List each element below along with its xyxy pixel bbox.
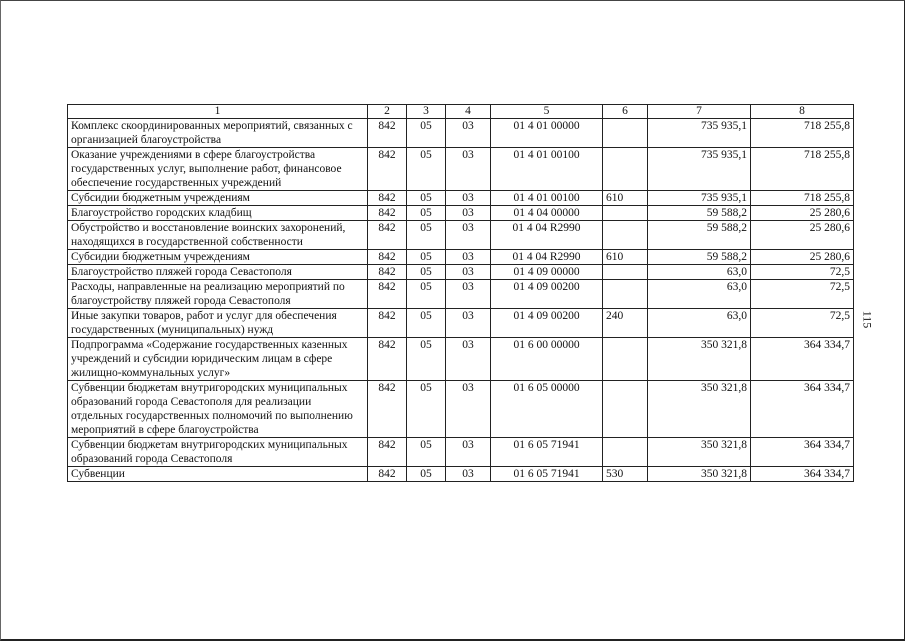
row-amount-year1-cell: 63,0 [648,309,751,338]
row-pr-cell: 03 [446,119,491,148]
row-pr-cell: 03 [446,338,491,381]
row-vr-cell [603,148,648,191]
row-gr-cell: 842 [368,438,407,467]
table-row [68,119,854,148]
header-cell: 6 [603,105,648,119]
row-csr-cell: 01 4 04 R2990 [491,250,603,265]
row-rz-cell: 05 [407,438,446,467]
row-name-cell: Субвенции [68,467,368,482]
row-rz-cell: 05 [407,191,446,206]
header-cell: 5 [491,105,603,119]
row-vr-cell [603,265,648,280]
row-gr-cell: 842 [368,119,407,148]
row-amount-year2-cell: 72,5 [751,265,854,280]
row-gr-cell: 842 [368,338,407,381]
row-csr-cell: 01 6 05 71941 [491,438,603,467]
row-csr-cell: 01 6 05 00000 [491,381,603,438]
row-vr-cell [603,280,648,309]
row-name-cell: Субсидии бюджетным учреждениям [68,250,368,265]
row-csr-cell: 01 4 04 R2990 [491,221,603,250]
row-pr-cell: 03 [446,309,491,338]
row-amount-year1-cell: 63,0 [648,265,751,280]
row-amount-year1-cell: 350 321,8 [648,467,751,482]
header-cell: 7 [648,105,751,119]
row-gr-cell: 842 [368,381,407,438]
row-csr-cell: 01 6 05 71941 [491,467,603,482]
row-rz-cell: 05 [407,309,446,338]
header-cell: 8 [751,105,854,119]
row-amount-year2-cell: 364 334,7 [751,438,854,467]
table-header-row [68,105,854,119]
row-pr-cell: 03 [446,438,491,467]
row-name-cell: Оказание учреждениями в сфере благоустройства государственных услуг, выполнение работ, финансовое обеспечение государственных учреждений [68,148,368,191]
table-row [68,381,854,438]
row-gr-cell: 842 [368,309,407,338]
header-cell: 3 [407,105,446,119]
header-cell: 1 [68,105,368,119]
row-pr-cell: 03 [446,280,491,309]
row-name-cell: Субвенции бюджетам внутригородских муниципальных образований города Севастополя [68,438,368,467]
row-amount-year1-cell: 735 935,1 [648,191,751,206]
header-cell: 4 [446,105,491,119]
row-gr-cell: 842 [368,250,407,265]
row-amount-year2-cell: 25 280,6 [751,221,854,250]
table-row [68,265,854,280]
row-vr-cell [603,221,648,250]
row-amount-year1-cell: 59 588,2 [648,206,751,221]
row-vr-cell [603,438,648,467]
row-amount-year1-cell: 350 321,8 [648,381,751,438]
page-number: 115 [860,310,875,329]
row-pr-cell: 03 [446,265,491,280]
row-amount-year1-cell: 735 935,1 [648,119,751,148]
row-amount-year2-cell: 718 255,8 [751,191,854,206]
row-gr-cell: 842 [368,148,407,191]
row-rz-cell: 05 [407,381,446,438]
row-csr-cell: 01 4 01 00100 [491,191,603,206]
row-name-cell: Иные закупки товаров, работ и услуг для обеспечения государственных (муниципальных) нужд [68,309,368,338]
row-vr-cell: 610 [603,250,648,265]
row-vr-cell [603,206,648,221]
header-cell: 2 [368,105,407,119]
row-csr-cell: 01 4 09 00200 [491,280,603,309]
row-csr-cell: 01 4 09 00200 [491,309,603,338]
row-rz-cell: 05 [407,119,446,148]
row-amount-year1-cell: 63,0 [648,280,751,309]
table-row [68,467,854,482]
row-vr-cell: 240 [603,309,648,338]
row-amount-year2-cell: 364 334,7 [751,467,854,482]
row-name-cell: Субсидии бюджетным учреждениям [68,191,368,206]
row-pr-cell: 03 [446,221,491,250]
row-csr-cell: 01 4 04 00000 [491,206,603,221]
row-gr-cell: 842 [368,206,407,221]
row-amount-year2-cell: 25 280,6 [751,250,854,265]
row-csr-cell: 01 6 00 00000 [491,338,603,381]
row-amount-year2-cell: 718 255,8 [751,119,854,148]
row-vr-cell: 610 [603,191,648,206]
table-row [68,221,854,250]
row-pr-cell: 03 [446,381,491,438]
row-amount-year2-cell: 72,5 [751,280,854,309]
row-rz-cell: 05 [407,250,446,265]
table-row [68,309,854,338]
row-name-cell: Обустройство и восстановление воинских захоронений, находящихся в государственной собственности [68,221,368,250]
row-rz-cell: 05 [407,148,446,191]
row-amount-year1-cell: 59 588,2 [648,250,751,265]
row-csr-cell: 01 4 01 00100 [491,148,603,191]
row-name-cell: Комплекс скоординированных мероприятий, связанных с организацией благоустройства [68,119,368,148]
row-name-cell: Благоустройство пляжей города Севастополя [68,265,368,280]
row-rz-cell: 05 [407,221,446,250]
row-vr-cell [603,119,648,148]
row-pr-cell: 03 [446,206,491,221]
table-row [68,280,854,309]
row-amount-year1-cell: 350 321,8 [648,338,751,381]
row-csr-cell: 01 4 09 00000 [491,265,603,280]
row-vr-cell [603,381,648,438]
row-csr-cell: 01 4 01 00000 [491,119,603,148]
row-gr-cell: 842 [368,221,407,250]
row-amount-year2-cell: 72,5 [751,309,854,338]
row-rz-cell: 05 [407,206,446,221]
table-row [68,206,854,221]
row-rz-cell: 05 [407,265,446,280]
table-row [68,438,854,467]
row-pr-cell: 03 [446,191,491,206]
row-gr-cell: 842 [368,280,407,309]
row-gr-cell: 842 [368,265,407,280]
row-rz-cell: 05 [407,280,446,309]
row-amount-year2-cell: 364 334,7 [751,381,854,438]
row-name-cell: Подпрограмма «Содержание государственных казенных учреждений и субсидии юридическим лицам в сфере жилищно-коммунальных услуг» [68,338,368,381]
row-amount-year2-cell: 25 280,6 [751,206,854,221]
row-amount-year1-cell: 735 935,1 [648,148,751,191]
row-pr-cell: 03 [446,148,491,191]
row-gr-cell: 842 [368,191,407,206]
table-row [68,250,854,265]
table-row [68,148,854,191]
row-name-cell: Расходы, направленные на реализацию мероприятий по благоустройству пляжей города Севастополя [68,280,368,309]
row-vr-cell: 530 [603,467,648,482]
row-pr-cell: 03 [446,250,491,265]
table-row [68,191,854,206]
row-rz-cell: 05 [407,338,446,381]
row-amount-year2-cell: 364 334,7 [751,338,854,381]
row-name-cell: Благоустройство городских кладбищ [68,206,368,221]
row-gr-cell: 842 [368,467,407,482]
row-rz-cell: 05 [407,467,446,482]
row-amount-year2-cell: 718 255,8 [751,148,854,191]
row-amount-year1-cell: 59 588,2 [648,221,751,250]
budget-table [67,104,854,482]
row-pr-cell: 03 [446,467,491,482]
row-name-cell: Субвенции бюджетам внутригородских муниципальных образований города Севастополя для реализации отдельных государственных полномочий по выполнению мероприятий в сфере благоустройства [68,381,368,438]
table-row [68,338,854,381]
row-vr-cell [603,338,648,381]
row-amount-year1-cell: 350 321,8 [648,438,751,467]
